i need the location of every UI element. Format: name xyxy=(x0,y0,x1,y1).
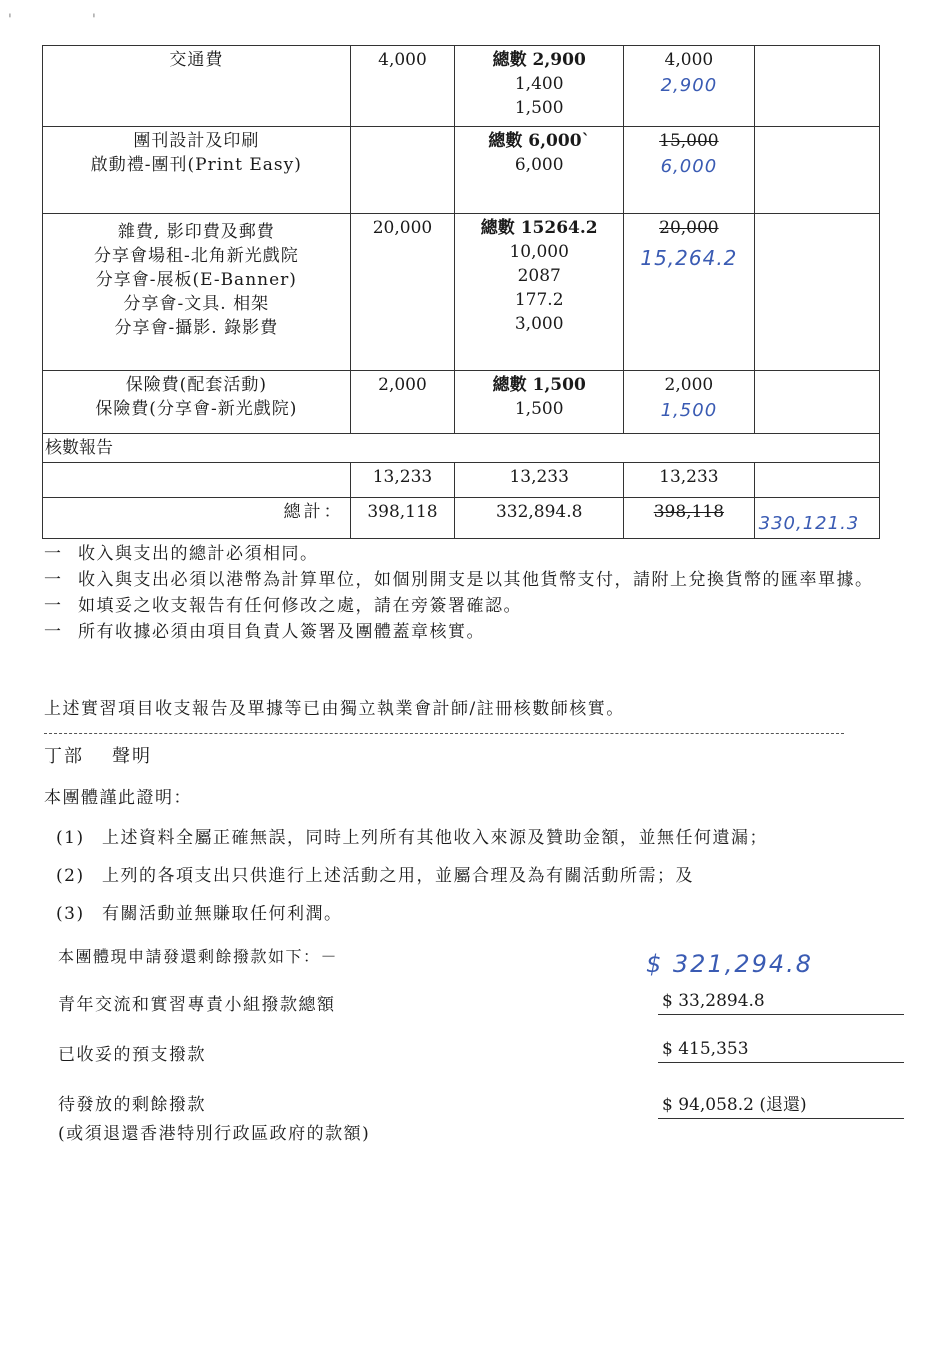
budget-cell: 4,000 xyxy=(350,46,455,127)
approved-cell: 2,000 1,500 xyxy=(624,371,755,434)
handwritten-amount: 15,264.2 xyxy=(640,246,738,270)
apply-statement: 本團體現申請發還剩餘撥款如下：－ xyxy=(58,947,339,966)
table-row xyxy=(43,127,880,214)
audit-header-row xyxy=(43,434,880,463)
actual-cell: 總數 6,000` 6,000 xyxy=(455,127,624,214)
audit-label: 核數報告 xyxy=(43,434,880,463)
note-item: 一 收入與支出的總計必須相同。 xyxy=(44,544,319,564)
fund-value-advance: $ 415,353 xyxy=(658,1039,904,1063)
certified-statement: 上述實習項目收支報告及單據等已由獨立執業會計師/註冊核數師核實。 xyxy=(44,699,625,719)
declaration-item: (3) 有關活動並無賺取任何利潤。 xyxy=(56,904,343,924)
note-item: 一 收入與支出必須以港幣為計算單位，如個別開支是以其他貨幣支付，請附上兌換貨幣的匯率單據。 xyxy=(44,570,874,590)
total-row xyxy=(43,498,880,539)
item-cell: 團刊設計及印刷 啟動禮-團刊(Print Easy) xyxy=(43,127,351,214)
blank-cell xyxy=(43,463,351,498)
blank-cell xyxy=(754,127,879,214)
handwritten-amount: 1,500 xyxy=(660,400,718,421)
table-row xyxy=(43,46,880,127)
note-item: 一 如填妥之收支報告有任何修改之處，請在旁簽署確認。 xyxy=(44,596,522,616)
note-item: 一 所有收據必須由項目負責人簽署及團體蓋章核實。 xyxy=(44,622,485,642)
blank-cell xyxy=(754,214,879,371)
total-hand-cell xyxy=(754,498,879,539)
handwritten-total: 330,121.3 xyxy=(758,513,860,534)
fund-value-total: $ 33,2894.8 xyxy=(658,991,904,1015)
part-title xyxy=(44,742,180,768)
table-row xyxy=(43,371,880,434)
item-cell: 保險費(配套活動) 保險費(分享會-新光戲院) xyxy=(43,371,351,434)
audit-budget: 13,233 xyxy=(350,463,455,498)
item-cell: 雜費, 影印費及郵費 分享會場租-北角新光戲院 分享會-展板(E-Banner) 分享會-文具. 相架 分享會-攝影. 錄影費 xyxy=(43,214,351,371)
budget-cell: 2,000 xyxy=(350,371,455,434)
total-budget: 398,118 xyxy=(350,498,455,539)
approved-cell: 15,000 6,000 xyxy=(624,127,755,214)
section-divider xyxy=(44,733,844,734)
part-heading: 聲明 xyxy=(112,746,152,767)
blank-cell xyxy=(754,46,879,127)
declaration-item: (2) 上列的各項支出只供進行上述活動之用，並屬合理及為有關活動所需；及 xyxy=(56,866,694,886)
declaration-item: (1) 上述資料全屬正確無誤，同時上列所有其他收入來源及贊助金額，並無任何遺漏； xyxy=(56,828,768,848)
total-actual: 332,894.8 xyxy=(455,498,624,539)
notes-list xyxy=(44,541,904,645)
approved-cell: 20,000 15,264.2 xyxy=(624,214,755,371)
actual-cell: 總數 2,900 1,400 1,500 xyxy=(455,46,624,127)
part-label: 丁部 xyxy=(44,746,84,767)
actual-cell: 總數 1,500 1,500 xyxy=(455,371,624,434)
audit-actual: 13,233 xyxy=(455,463,624,498)
handwritten-amount: 2,900 xyxy=(660,75,718,96)
total-approved: 398,118 xyxy=(624,498,755,539)
handwritten-apply-amount: $ 321,294.8 xyxy=(646,950,814,978)
declaration-intro: 本團體謹此證明： xyxy=(44,788,192,808)
actual-cell: 總數 15264.2 10,000 2087 177.2 3,000 xyxy=(455,214,624,371)
scan-speck: ' xyxy=(92,12,96,28)
approved-cell: 4,000 2,900 xyxy=(624,46,755,127)
audit-approved: 13,233 xyxy=(624,463,755,498)
expenditure-table xyxy=(42,45,880,539)
fund-value-remaining: $ 94,058.2 (退還) xyxy=(658,1090,904,1119)
scan-speck: ' xyxy=(8,12,12,28)
table-row xyxy=(43,214,880,371)
fund-label-advance: 已收妥的預支撥款 xyxy=(58,1045,206,1065)
budget-cell: 20,000 xyxy=(350,214,455,371)
fund-label-remaining: 待發放的剩餘撥款 (或須退還香港特別行政區政府的款額) xyxy=(58,1095,371,1144)
total-label: 總計： xyxy=(43,498,351,539)
audit-values-row xyxy=(43,463,880,498)
fund-sublabel: (或須退還香港特別行政區政府的款額) xyxy=(58,1124,371,1144)
blank-cell xyxy=(754,463,879,498)
handwritten-amount: 6,000 xyxy=(660,156,718,177)
item-cell: 交通費 xyxy=(43,46,351,127)
fund-label-total: 青年交流和實習專責小組撥款總額 xyxy=(58,995,336,1015)
blank-cell xyxy=(754,371,879,434)
budget-cell xyxy=(350,127,455,214)
